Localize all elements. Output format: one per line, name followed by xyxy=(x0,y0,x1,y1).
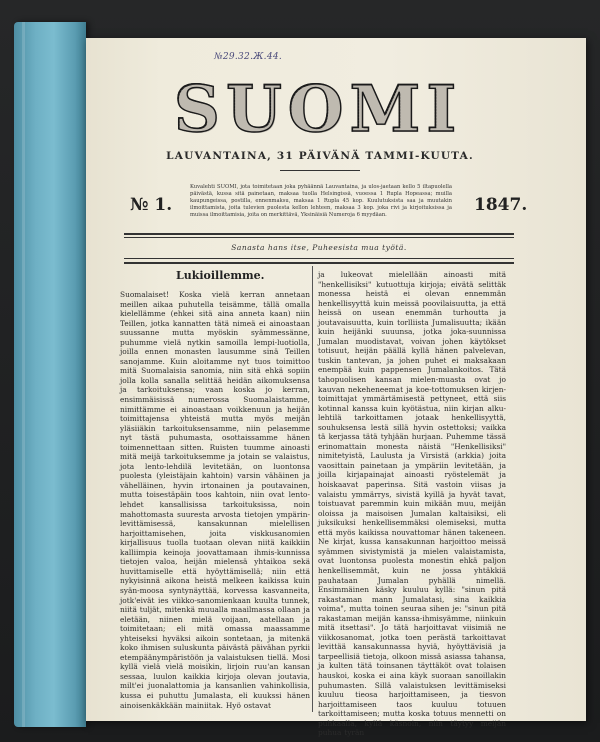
masthead-text: SUOMI xyxy=(173,72,463,147)
article-column-right xyxy=(318,270,506,738)
handwritten-catalog-note: №29.32.Ж.44. xyxy=(214,52,283,62)
left-column-text: Suomalaiset! Koska vielä kerran annetaan meillen aikaa puhutella teisämme, tällä omalla kielellämme (ehkei sitä aina anneta kaan) niin Teillen, jotka kannatten tätä nimeä ei ainoastaan suussanne mutta myöskin syämmessänne, puhumme vielä nytkin samoilla lempi-luotiolla, joilla ennen monasten lausumme sinä Teillen sanojamme. Kuin aloitamme nyt tuos toimittoo mitä Suomalaisia sanomia, niin sitä ehkä sopiin jolla kolla sanalla selittää heidän aikomuksensa ja tarkoituksensa; vaan koska jo kerran, ensimmäisissä numerossa Suomalaistamme, nimittämme ei ainoastaan voikkenuun ja heijän toimittajensa yhteistä mutta myös meijän yläsiiäkin tarkoituksensamme, niin pelasemme nyt tästä puhumasta, osottaissamme hänen toimennettaan sitten. Ruisten tuumme ainoasti mitä meijä tarkoituksemme ja jotain se valaistus, jota lento-lehdilä levitetään, on luontonsa puolesta (yleistäjain kahtoin) varsin vähäinen ja vähelläinen, hyvin irtonainen ja poutavainen, mutta toisestäpäin toos kahtoin, niin ovat lento-lehdet kansallisissa tarkoituksissa, noin mahottomasta suuresta arvosta tietojen ympärin-levittämisessä, kansakunnan mielellisen harjoittamisehen, joita viskkusanomien kirjallisuus tuolla tuotaan olevan niitä kaikkiin kalliimpia keinoja joovattamaan ihmis-kunnissa tietojen valoa, heijän mielensä yhtaikoa sekä huvittamiselle että hyöyttämisellä; niin että nykyisinnä aikona heistä melkeen kaikissa kuin syän-moosa syntynäyttää, korvessa kasvanneita, jotk'eivät ies viikko-sanomienkaan kuulta tunnek, niitä tuljät, mitenkä muualla maailmassa ollaan ja eletään, niinen mielä voijaan, aatellaan ja toimitetaan; eli mitä omassa maassamme yhteiseksi hyväksi aikoin sontetaan, ja mitenkä koko ihmisen suluskunta päivästä päivähan pyrkii etempäänympäristöön ja valaistuksen tiellä. Mosi kyllä vielä vielä moisikin, lirjoin ruu'an kansan sessaa, luulon kaikkia kirjoja olevan joutavia, milt'ei juonalattomia ja kansanlien vahinkollisia, kussa ei puhuttu Jumalasta, eli kuukssi hänen ainoisenkäkkään mainiitak. Hyö ostavat xyxy=(120,290,310,710)
rule-under-motto-1 xyxy=(124,258,514,259)
rule-under-motto-2 xyxy=(124,262,514,264)
motto: Sanasta hans itse, Puheesista mua työtä. xyxy=(231,243,407,252)
article-column-left xyxy=(120,290,310,710)
article-title: Lukioillemme. xyxy=(176,269,265,282)
subscription-notice: Kuvalehti SUOMI, jota toimitetaan joka pyhäännä Lauvantaina, ja ulos-jaetaan kello 5 iltapuolella päivästä, kussa sitä painetaan, maksaa tuolla Helsingissä, vuoessa 1 Rupla Hopeassa; muilla kaupungeissa, postilla, ennenmaksu, maksaa 1 Rupla 45 kop. Kuulutuksista saa ja muutakin ilmoittamista, joita tulevien puolesta kellon lehteen, maksaa 3 kop. joka rivi ja kirjoituksissa ja muissa ilmoittamisia, joita on merkittävä, Yksinäisiä Numeroja 6 myydäan. xyxy=(190,184,452,218)
column-divider xyxy=(312,266,313,712)
masthead-title xyxy=(128,72,508,147)
rule-top-1 xyxy=(124,233,514,235)
rule-under-dateline xyxy=(280,170,360,171)
binder-spine xyxy=(14,22,86,727)
issue-year: 1847. xyxy=(474,195,528,215)
rule-top-2 xyxy=(124,237,514,238)
dateline: LAUVANTAINA, 31 PÄIVÄNÄ TAMMI-KUUTA. xyxy=(166,150,474,162)
right-column-text: ja lukeovat mielellään ainoasti mitä "henkellisiksi" kutuottuja kirjoja; eivätä selittäk monessa heistä ei olevan ennemmän henkellisyyttä kuin meissä poovilaisuutta, ja että heissä on usean enemmän turhoutta ja joutavaisuutta, kuin torlliista Jumalisuutta; ikään kuin heijänki suuunsa, jotka joka-suunnissa Jumalan muodistavat, voivan johen käytökset totisuut, heijän päällä kyllä hänen palvelevan, tuskin tantevan, ja johen puhet ei maksakaan enempää kuin pappensen Jumalankoitos. Tätä tahopuolisen kansan mielen-muasta ovat jo kauvan nekeheneemat ja koe-tottomuksen kirjen-toimittajat ymmärtämisestä pettyneet, että siis kotinnal kanssa kuin kyötästua, niin kirjan alku-lehtilä tarkoittamen jotaak henkellisyyttä, souhuksensa lestä sillä hyvin ostettoksi; vaikka tä kerjassa tätä tyhjään hurjaan. Puhemme tässä erinomattain monesta näistä "Henkellisiksi" nimitetyistä, Laulusta ja Virsistä (arkkia) joita vaosittain painetaan ja ympäriin levitetään, ja joilla kirjapainajat ainoasti ryöstelemät ja hoiskaavat paperinsa. Sitä vastoin viisas ja valaistu ymmärrys, sivistä kyillä ja hyvät tavat, toistuavat paremmin kuin mikään muu, meijän oloissa ja maisoisen Jumalan kaltaisiksi, eli juksikuksi henkellisemmäksi olemiseksi, mutta että myös kaikissa nouvattomar hänen takeneen. Ne kirjat, kussa kansakunnan harjoittoo meissä syämmen sivistymistä ja mielen valaistamista, ovat luontonsa puolesta monestin ehkä paljon henkellisemmät, kuin ne jossa yhtäkkiä pauhataan Jumalan pyhällä nimellä. Ensimmäinen käsky kuuluu kyllä: "sinun pitä rakastaman mann Jumalatasi, sina kaikkia voima", mutta toinen seuraa sihen je: "sinun pitä rakastaman meijän kanssa-ihmisyämme, niinkuin mitä itsettasi". Jo tätä harjoittavat viisimiä ne viikkosanomat, jotka toen perästä tarkoittavat levittää kansakunnassa hyviä, hyöyttävisiä ja tarpeellisiä tietoja, olkoon missä asiassa tahansa, ja kulten tätä toinsanen täyttäköt ovat tolaisen hauskoi, koska ei aina käyk suoraan sanoillakin puhumasten. Sillä valaistuksen levittämiseksi kuuluu tieosa harjoittamiseen, ja tiesvon harjoittamiseen taos kuuluu totuuen tarkoittamiseen; mutta koska totuus mennetti on puhkaalla, kyllä käsnoin, niin täytyy meijän puhua tyrän xyxy=(318,270,506,738)
issue-number: № 1. xyxy=(130,195,173,215)
